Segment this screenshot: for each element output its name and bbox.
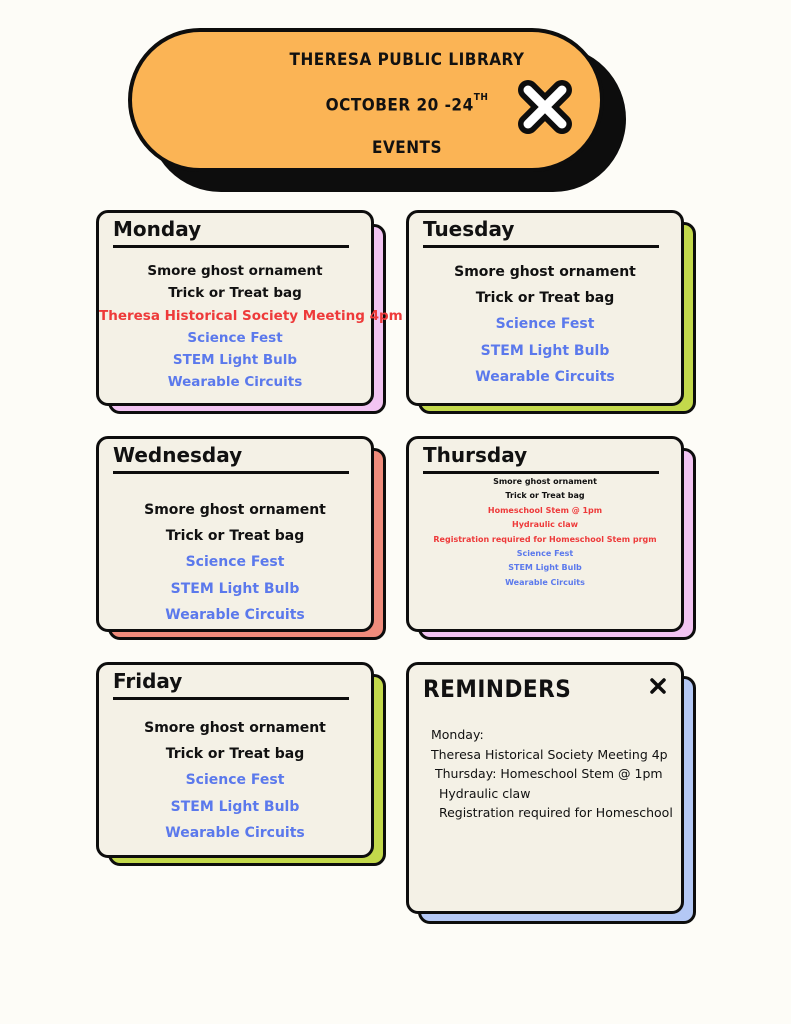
monday-card bbox=[96, 210, 403, 406]
header-events-label: EVENTS bbox=[372, 137, 442, 158]
close-x-icon bbox=[514, 76, 576, 138]
reminder-line: Thursday: Homeschool Stem @ 1pm bbox=[431, 766, 663, 781]
tuesday-events bbox=[409, 259, 681, 390]
reminder-line: Registration required for Homeschool bbox=[431, 805, 673, 820]
reminder-line: Theresa Historical Society Meeting 4p bbox=[431, 746, 668, 762]
close-x-icon[interactable] bbox=[649, 677, 667, 695]
header-banner bbox=[128, 28, 604, 172]
event-item: Hydraulic claw bbox=[512, 520, 578, 530]
reminder-line: Hydraulic claw bbox=[431, 785, 531, 801]
tuesday-title: Tuesday bbox=[423, 217, 515, 241]
event-item: Trick or Treat bag bbox=[475, 290, 615, 307]
reminders-card bbox=[406, 662, 684, 914]
event-item: STEM Light Bulb bbox=[508, 563, 582, 573]
monday-events bbox=[99, 260, 403, 394]
monday-title: Monday bbox=[113, 217, 202, 241]
thursday-events bbox=[409, 475, 681, 590]
date-range-suffix: TH bbox=[473, 92, 489, 104]
event-item: STEM Light Bulb bbox=[480, 342, 610, 359]
event-item: Science Fest bbox=[185, 772, 285, 789]
event-item: Wearable Circuits bbox=[505, 577, 585, 587]
event-item: Science Fest bbox=[185, 554, 285, 571]
event-item: STEM Light Bulb bbox=[170, 798, 300, 815]
event-item: Wearable Circuits bbox=[165, 824, 305, 841]
event-item: Trick or Treat bag bbox=[168, 285, 302, 302]
event-item: Smore ghost ornament bbox=[144, 502, 326, 518]
event-item: Smore ghost ornament bbox=[454, 264, 636, 280]
thursday-title: Thursday bbox=[423, 443, 528, 467]
library-name: THERESA PUBLIC LIBRARY bbox=[289, 50, 525, 71]
tuesday-card bbox=[406, 210, 684, 406]
wednesday-card bbox=[96, 436, 374, 632]
title-divider bbox=[113, 245, 349, 248]
event-item: Wearable Circuits bbox=[165, 606, 305, 623]
thursday-card bbox=[406, 436, 684, 632]
friday-card bbox=[96, 662, 374, 858]
friday-title: Friday bbox=[113, 669, 183, 693]
title-divider bbox=[113, 697, 349, 700]
title-divider bbox=[423, 245, 659, 248]
event-item: Trick or Treat bag bbox=[165, 746, 305, 763]
event-item: Wearable Circuits bbox=[167, 374, 303, 391]
event-item: Trick or Treat bag bbox=[505, 491, 585, 501]
event-item: Theresa Historical Society Meeting 4pm bbox=[99, 307, 403, 324]
event-item: Smore ghost ornament bbox=[147, 263, 323, 279]
reminder-line: Monday: bbox=[431, 727, 484, 742]
event-item: Science Fest bbox=[495, 316, 595, 333]
event-item: Registration required for Homeschool Stem prgm bbox=[433, 534, 657, 544]
event-item: Science Fest bbox=[187, 329, 283, 346]
reminders-list bbox=[431, 725, 673, 823]
event-item: Smore ghost ornament bbox=[493, 477, 597, 486]
date-range-text: OCTOBER 20 -24 bbox=[325, 95, 474, 116]
event-item: STEM Light Bulb bbox=[172, 352, 298, 369]
event-item: STEM Light Bulb bbox=[170, 580, 300, 597]
event-item: Science Fest bbox=[516, 549, 574, 559]
title-divider bbox=[423, 471, 659, 474]
event-item: Homeschool Stem @ 1pm bbox=[487, 505, 603, 515]
wednesday-title: Wednesday bbox=[113, 443, 243, 467]
title-divider bbox=[113, 471, 349, 474]
event-item: Wearable Circuits bbox=[475, 368, 615, 385]
date-range bbox=[326, 81, 489, 127]
wednesday-events bbox=[99, 497, 371, 628]
header-text bbox=[282, 32, 532, 176]
reminders-title: REMINDERS bbox=[423, 675, 572, 703]
friday-events bbox=[99, 715, 371, 846]
event-item: Trick or Treat bag bbox=[165, 528, 305, 545]
event-item: Smore ghost ornament bbox=[144, 720, 326, 736]
